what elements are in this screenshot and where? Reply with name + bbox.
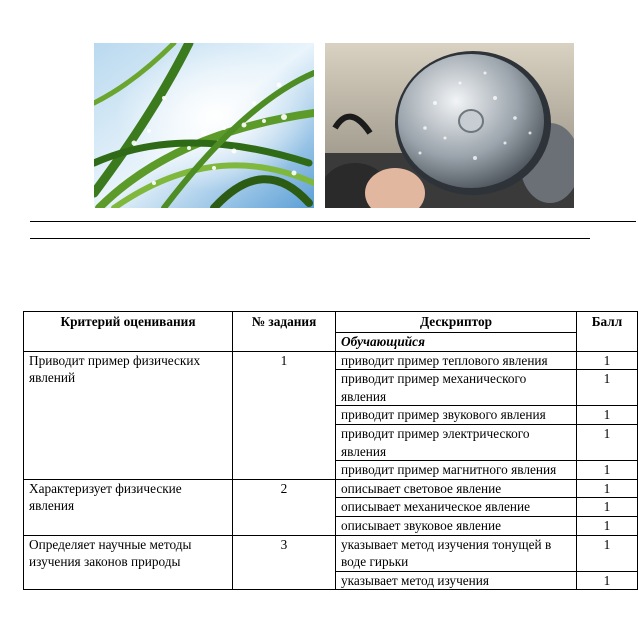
header-criterion: Критерий оценивания <box>24 312 233 352</box>
criterion-cell: Приводит пример физических явлений <box>24 351 233 479</box>
grass-with-dew-photo <box>94 43 314 208</box>
answer-line <box>30 221 636 222</box>
header-descriptor: Дескриптор <box>336 312 577 333</box>
subheader-student: Обучающийся <box>336 333 577 352</box>
score-cell: 1 <box>577 351 638 370</box>
descriptor-cell: приводит пример механического явления <box>336 370 577 406</box>
task-number-cell: 2 <box>233 479 336 535</box>
descriptor-cell: приводит пример звукового явления <box>336 406 577 425</box>
descriptor-cell: описывает механическое явление <box>336 498 577 517</box>
score-cell: 1 <box>577 571 638 590</box>
table-row <box>24 479 638 498</box>
descriptor-cell: приводит пример магнитного явления <box>336 461 577 480</box>
criterion-cell: Определяет научные методы изучения законов природы <box>24 535 233 590</box>
score-cell: 1 <box>577 370 638 406</box>
answer-line <box>30 238 590 239</box>
table-row <box>24 535 638 571</box>
table-header-row <box>24 312 638 333</box>
score-cell: 1 <box>577 461 638 480</box>
score-cell: 1 <box>577 498 638 517</box>
grass-with-dew-image <box>94 43 314 208</box>
criterion-cell: Характеризует физические явления <box>24 479 233 535</box>
score-cell: 1 <box>577 424 638 460</box>
steamed-pot-lid-image <box>325 43 574 208</box>
table-row <box>24 351 638 370</box>
header-score: Балл <box>577 312 638 352</box>
descriptor-cell: указывает метод изучения тонущей в воде гирьки <box>336 535 577 571</box>
task-number-cell: 1 <box>233 351 336 479</box>
score-cell: 1 <box>577 479 638 498</box>
score-cell: 1 <box>577 516 638 535</box>
descriptor-cell: описывает световое явление <box>336 479 577 498</box>
descriptor-cell: приводит пример электрического явления <box>336 424 577 460</box>
score-cell: 1 <box>577 406 638 425</box>
header-task-number: № задания <box>233 312 336 352</box>
score-cell: 1 <box>577 535 638 571</box>
assessment-rubric-table <box>23 311 638 590</box>
descriptor-cell: указывает метод изучения <box>336 571 577 590</box>
task-number-cell: 3 <box>233 535 336 590</box>
descriptor-cell: описывает звуковое явление <box>336 516 577 535</box>
descriptor-cell: приводит пример теплового явления <box>336 351 577 370</box>
steamed-pot-lid-photo <box>325 43 574 208</box>
